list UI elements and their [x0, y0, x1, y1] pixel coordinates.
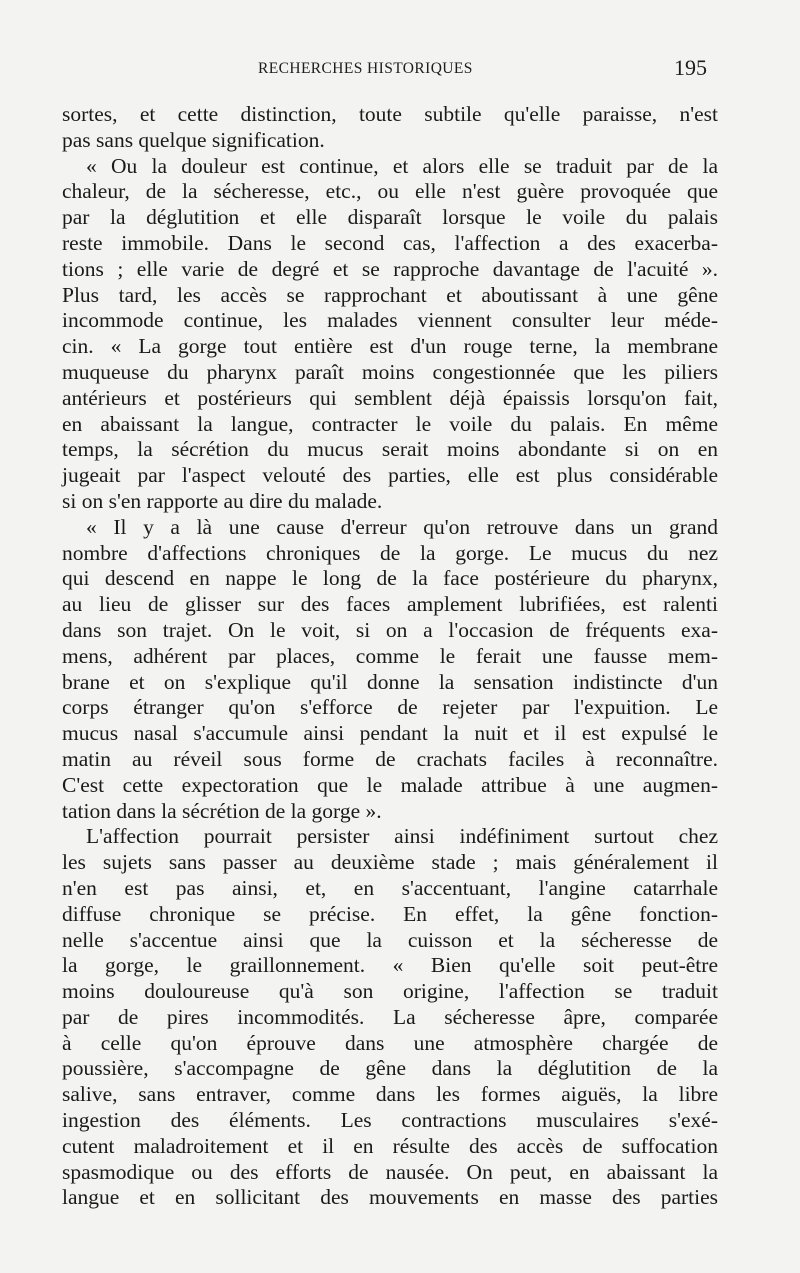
- text-line: mens, adhérent par places, comme le ferait une fausse mem-: [62, 643, 718, 668]
- text-line: chaleur, de la sécheresse, etc., ou elle n'est guère provoquée que: [62, 179, 718, 204]
- text-line: au lieu de glisser sur des faces amplement lubrifiées, est ralenti: [62, 592, 718, 617]
- text-line: brane et on s'explique qu'il donne la sensation indistincte d'un: [62, 669, 718, 694]
- body-text: [62, 102, 718, 1211]
- text-line: dans son trajet. On le voit, si on a l'occasion de fréquents exa-: [62, 617, 718, 642]
- text-line: incommode continue, les malades viennent consulter leur méde-: [62, 308, 718, 333]
- text-line: en abaissant la langue, contracter le voile du palais. En même: [62, 411, 718, 436]
- text-line: par de pires incommodités. La sécheresse âpre, comparée: [62, 1004, 718, 1029]
- text-line: si on s'en rapporte au dire du malade.: [62, 488, 383, 513]
- text-line: cin. « La gorge tout entière est d'un rouge terne, la membrane: [62, 334, 718, 359]
- text-line: Plus tard, les accès se rapprochant et aboutissant à une gêne: [62, 282, 718, 307]
- text-line: antérieurs et postérieurs qui semblent déjà épaissis lorsqu'on fait,: [62, 385, 718, 410]
- text-line: muqueuse du pharynx paraît moins congestionnée que les piliers: [62, 359, 718, 384]
- text-line: spasmodique ou des efforts de nausée. On peut, en abaissant la: [62, 1159, 718, 1184]
- text-line: temps, la sécrétion du mucus serait moins abondante si on en: [62, 437, 718, 462]
- text-line: tions ; elle varie de degré et se rapproche davantage de l'acuité ».: [62, 256, 718, 281]
- text-line: la gorge, le graillonnement. « Bien qu'elle soit peut-être: [62, 953, 718, 978]
- text-line: pas sans quelque signification.: [62, 127, 325, 152]
- text-line: C'est cette expectoration que le malade attribue à une augmen-: [62, 772, 718, 797]
- text-line: poussière, s'accompagne de gêne dans la déglutition de la: [62, 1056, 718, 1081]
- text-line: qui descend en nappe le long de la face postérieure du pharynx,: [62, 566, 718, 591]
- text-line: nelle s'accentue ainsi que la cuisson et la sécheresse de: [62, 927, 718, 952]
- text-line: à celle qu'on éprouve dans une atmosphère chargée de: [62, 1030, 718, 1055]
- text-line: cutent maladroitement et il en résulte des accès de suffocation: [62, 1133, 718, 1158]
- text-line: nombre d'affections chroniques de la gorge. Le mucus du nez: [62, 540, 718, 565]
- text-line: les sujets sans passer au deuxième stade ; mais généralement il: [62, 850, 718, 875]
- text-line: ingestion des éléments. Les contractions musculaires s'exé-: [62, 1108, 718, 1133]
- text-line: salive, sans entraver, comme dans les formes aiguës, la libre: [62, 1082, 718, 1107]
- running-head: RECHERCHES HISTORIQUES: [258, 60, 473, 77]
- text-line: matin au réveil sous forme de crachats faciles à reconnaître.: [62, 746, 718, 771]
- text-line: corps étranger qu'on s'efforce de rejeter par l'expuition. Le: [62, 695, 718, 720]
- text-line: diffuse chronique se précise. En effet, la gêne fonction-: [62, 901, 718, 926]
- text-line: L'affection pourrait persister ainsi indéfiniment surtout chez: [86, 824, 718, 849]
- page-number: 195: [674, 55, 707, 80]
- text-line: par la déglutition et elle disparaît lorsque le voile du palais: [62, 205, 718, 230]
- text-line: reste immobile. Dans le second cas, l'affection a des exacerba-: [62, 230, 718, 255]
- text-line: langue et en sollicitant des mouvements en masse des parties: [62, 1185, 718, 1210]
- text-line: n'en est pas ainsi, et, en s'accentuant, l'angine catarrhale: [62, 875, 718, 900]
- text-line: jugeait par l'aspect velouté des parties, elle est plus considérable: [62, 463, 718, 488]
- text-line: « Il y a là une cause d'erreur qu'on retrouve dans un grand: [86, 514, 718, 539]
- text-line: moins douloureuse qu'à son origine, l'affection se traduit: [62, 979, 718, 1004]
- text-line: « Ou la douleur est continue, et alors elle se traduit par de la: [86, 153, 718, 178]
- text-line: mucus nasal s'accumule ainsi pendant la nuit et il est expulsé le: [62, 721, 718, 746]
- text-line: sortes, et cette distinction, toute subtile qu'elle paraisse, n'est: [62, 102, 718, 126]
- text-line: tation dans la sécrétion de la gorge ».: [62, 798, 382, 823]
